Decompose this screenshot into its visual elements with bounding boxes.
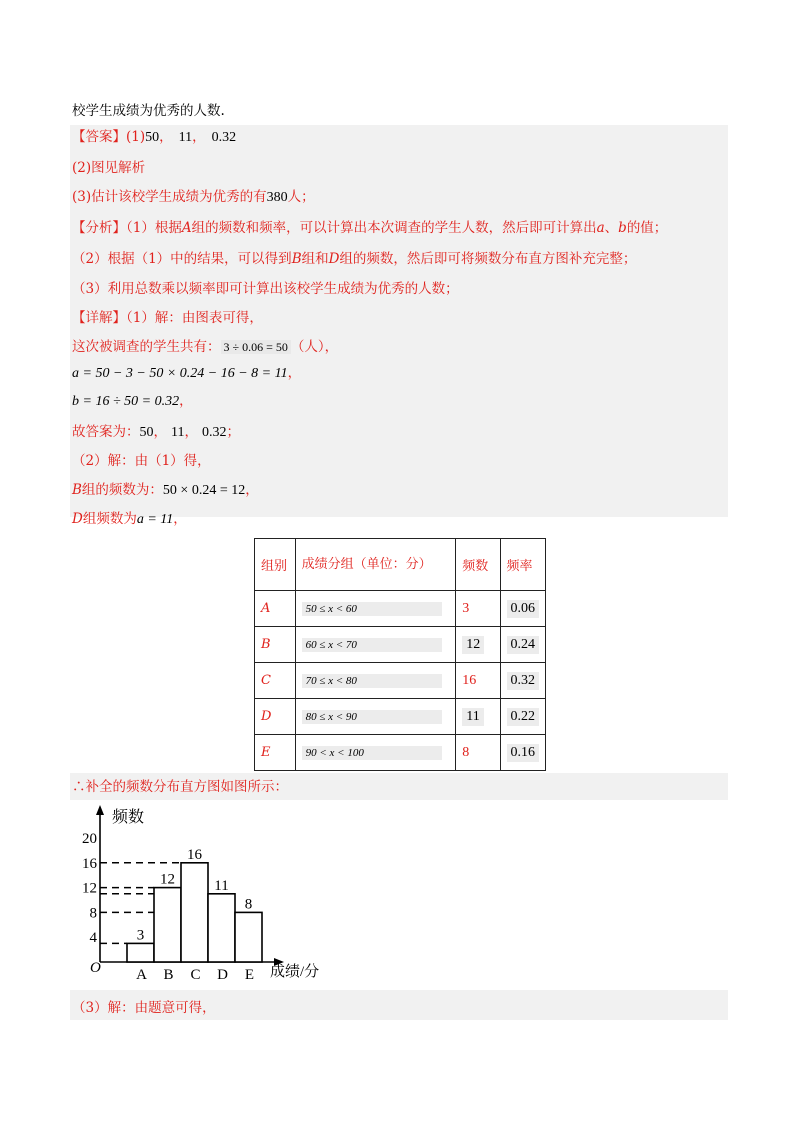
analysis-line-3: （3）利用总数乘以频率即可计算出该校学生成绩为优秀的人数； (72, 281, 459, 297)
x-category-label: B (163, 967, 174, 983)
intro-text: 校学生成绩为优秀的人数. (72, 103, 225, 119)
blank-area (336, 800, 728, 990)
histogram-bar (127, 943, 154, 962)
detail-line-4: b = 16 ÷ 50 = 0.32， (72, 393, 193, 409)
x-axis-label: 成绩/分 (270, 964, 320, 980)
answer-line-2: (2)图见解析 (72, 160, 146, 176)
histogram-bar (235, 912, 262, 962)
histogram-bar (181, 863, 208, 962)
detail-line-1: 【详解】（1）解：由图表可得， (72, 310, 263, 326)
bar-value-label: 8 (244, 896, 253, 913)
x-category-label: A (136, 967, 147, 983)
table-row: B 60 ≤ x < 70 12 0.24 (255, 627, 546, 663)
table-header-row (255, 539, 546, 591)
detail-line-2: 这次被调查的学生共有： 3 ÷ 0.06 = 50 （人）， (72, 339, 339, 355)
y-tick-label: 4 (89, 930, 97, 947)
bar-value-label: 12 (160, 871, 175, 888)
x-category-label: D (217, 967, 228, 983)
answer-label: 【答案】 (72, 129, 126, 145)
y-axis-arrow (96, 805, 104, 815)
y-tick-label: 8 (89, 905, 97, 922)
detail-line-3: a = 50 − 3 − 50 × 0.24 − 16 − 8 = 11， (72, 365, 302, 381)
table-row: A 50 ≤ x < 60 3 0.06 (255, 591, 546, 627)
header-count: 频数 (456, 539, 500, 591)
part3-text: （3）解：由题意可得， (72, 1000, 216, 1016)
bar-value-label: 3 (136, 927, 145, 944)
y-tick-label: 12 (82, 880, 97, 897)
x-category-label: C (190, 967, 201, 983)
header-rate: 频率 (500, 539, 546, 591)
histogram-bar (154, 888, 181, 962)
y-tick-label: 16 (82, 855, 97, 872)
table-row: E 90 < x < 100 8 0.16 (255, 735, 546, 771)
table-row: C 70 ≤ x < 80 16 0.32 (255, 663, 546, 699)
detail-line-5: 故答案为：50， 11， 0.32； (72, 424, 240, 440)
bar-value-label: 16 (187, 846, 202, 863)
bar-value-label: 11 (214, 877, 229, 894)
origin-label: O (90, 960, 101, 976)
header-group: 组别 (255, 539, 296, 591)
frequency-table (254, 538, 546, 771)
analysis-line-2: （2）根据（1）中的结果，可以得到B组和D组的频数，然后即可将频数分布直方图补充完整； (72, 251, 637, 267)
table-row: D 80 ≤ x < 90 11 0.22 (255, 699, 546, 735)
answer-line-1: 【答案】(1)50， 11， 0.32 (72, 129, 237, 145)
histogram-bar (208, 894, 235, 962)
detail-line-7: B组的频数为：50 × 0.24 = 12， (72, 482, 259, 498)
answer-line-3: (3)估计该校学生成绩为优秀的有380人； (72, 189, 315, 205)
histogram-figure (70, 800, 336, 990)
detail-line-8: D组频数为a = 11， (72, 511, 187, 527)
histogram-caption: ∴补全的频数分布直方图如图所示： (72, 779, 288, 795)
analysis-line-1: 【分析】（1）根据A组的频数和频率，可以计算出本次调查的学生人数，然后即可计算出a、b的值； (72, 220, 668, 236)
y-axis-label: 频数 (112, 809, 145, 826)
y-tick-label: 20 (82, 831, 97, 847)
x-category-label: E (244, 967, 255, 983)
histogram-chart (70, 800, 336, 990)
detail-line-6: （2）解：由（1）得， (72, 453, 211, 469)
header-range: 成绩分组（单位：分） (295, 539, 456, 591)
